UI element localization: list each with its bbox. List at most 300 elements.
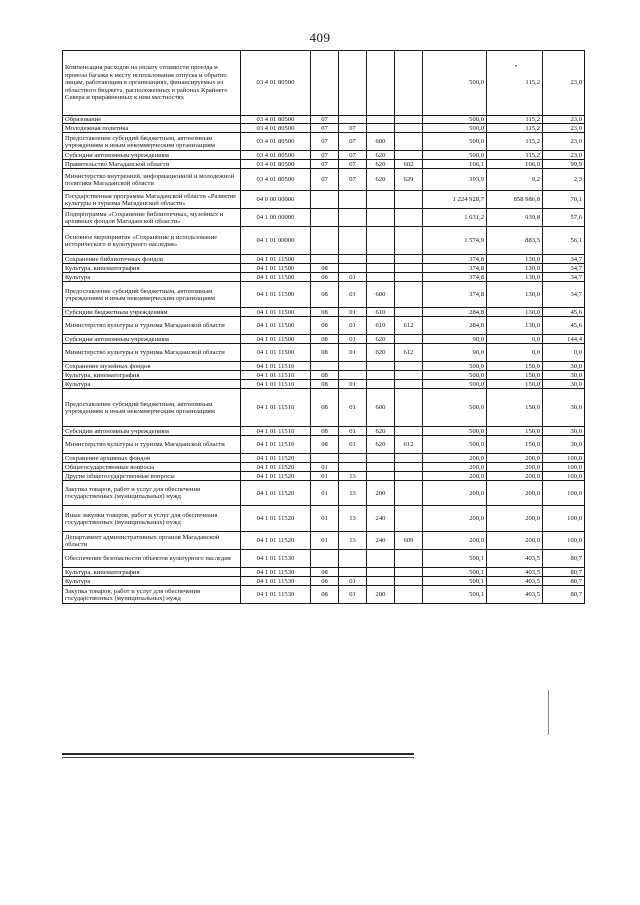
expense-type-cell xyxy=(367,577,395,586)
subsection-cell: 01 xyxy=(339,427,367,436)
section-cell: 08 xyxy=(311,264,339,273)
section-cell: 08 xyxy=(311,568,339,577)
expense-type-cell xyxy=(367,264,395,273)
plan-amount-cell: 374,8 xyxy=(423,264,487,273)
actual-amount-cell: 939,8 xyxy=(487,209,543,227)
actual-amount-cell: 200,0 xyxy=(487,532,543,550)
item-name-cell: Другие общегосударственные вопросы xyxy=(63,472,241,481)
plan-amount-cell: 500,0 xyxy=(423,116,487,124)
subsection-cell: 01 xyxy=(339,380,367,389)
target-code-cell: 03 4 01 80500 xyxy=(241,169,311,191)
section-cell: 01 xyxy=(311,532,339,550)
execution-percent-cell: 80,7 xyxy=(543,577,585,586)
actual-amount-cell: 115,2 xyxy=(487,151,543,160)
subsection-cell xyxy=(339,568,367,577)
target-code-cell: 04 1 01 11510 xyxy=(241,427,311,436)
expense-type-cell: 200 xyxy=(367,586,395,604)
ministry-code-cell: 612 xyxy=(395,317,423,335)
execution-percent-cell: 100,0 xyxy=(543,454,585,463)
plan-amount-cell: 200,0 xyxy=(423,481,487,506)
ministry-code-cell xyxy=(395,335,423,344)
expense-type-cell xyxy=(367,116,395,124)
target-code-cell: 04 1 01 11500 xyxy=(241,308,311,317)
section-cell: 08 xyxy=(311,273,339,282)
expense-type-cell xyxy=(367,463,395,472)
plan-amount-cell: 200,0 xyxy=(423,463,487,472)
actual-amount-cell: 858 986,8 xyxy=(487,191,543,209)
table-row xyxy=(63,481,585,506)
plan-amount-cell: 90,0 xyxy=(423,344,487,362)
execution-percent-cell: 34,7 xyxy=(543,264,585,273)
table-row xyxy=(63,264,585,273)
ministry-code-cell xyxy=(395,481,423,506)
section-cell xyxy=(311,550,339,568)
execution-percent-cell: 57,6 xyxy=(543,209,585,227)
subsection-cell xyxy=(339,463,367,472)
execution-percent-cell: 144,4 xyxy=(543,335,585,344)
expense-type-cell: 600 xyxy=(367,133,395,151)
plan-amount-cell: 500,0 xyxy=(423,371,487,380)
table-row xyxy=(63,586,585,604)
target-code-cell: 03 4 01 80500 xyxy=(241,51,311,116)
target-code-cell: 04 1 01 11520 xyxy=(241,472,311,481)
subsection-cell: 07 xyxy=(339,151,367,160)
plan-amount-cell: 374,8 xyxy=(423,273,487,282)
plan-amount-cell: 500,0 xyxy=(423,436,487,454)
item-name-cell: Сохранение музейных фондов xyxy=(63,362,241,371)
subsection-cell: 01 xyxy=(339,344,367,362)
table-row xyxy=(63,116,585,124)
target-code-cell: 04 1 01 11500 xyxy=(241,282,311,308)
item-name-cell: Сохранение библиотечных фондов xyxy=(63,255,241,264)
plan-amount-cell: 284,8 xyxy=(423,317,487,335)
actual-amount-cell: 130,0 xyxy=(487,282,543,308)
target-code-cell: 04 1 01 11520 xyxy=(241,506,311,532)
execution-percent-cell: 34,7 xyxy=(543,282,585,308)
table-row xyxy=(63,191,585,209)
ministry-code-cell xyxy=(395,209,423,227)
table-row xyxy=(63,317,585,335)
table-row xyxy=(63,344,585,362)
target-code-cell: 04 1 01 11500 xyxy=(241,264,311,273)
execution-percent-cell: 30,0 xyxy=(543,436,585,454)
actual-amount-cell: 200,0 xyxy=(487,506,543,532)
subsection-cell: 13 xyxy=(339,481,367,506)
plan-amount-cell: 500,0 xyxy=(423,124,487,133)
plan-amount-cell: 500,0 xyxy=(423,427,487,436)
item-name-cell: Основное мероприятие «Сохранение и использование исторического и культурного наследия» xyxy=(63,227,241,255)
execution-percent-cell: 34,7 xyxy=(543,255,585,264)
item-name-cell: Правительство Магаданской области xyxy=(63,160,241,169)
plan-amount-cell: 500,0 xyxy=(423,51,487,116)
plan-amount-cell: 200,0 xyxy=(423,532,487,550)
item-name-cell: Закупка товаров, работ и услуг для обеспечения государственных (муниципальных) нужд xyxy=(63,481,241,506)
ministry-code-cell xyxy=(395,133,423,151)
plan-amount-cell: 200,0 xyxy=(423,506,487,532)
target-code-cell: 04 1 01 11520 xyxy=(241,532,311,550)
section-cell: 07 xyxy=(311,116,339,124)
actual-amount-cell: 200,0 xyxy=(487,454,543,463)
item-name-cell: Предоставление субсидий бюджетным, автономным учреждениям и иным некоммерческим организациям xyxy=(63,282,241,308)
item-name-cell: Предоставление субсидий бюджетным, автономным учреждениям и иным некоммерческим организациям xyxy=(63,133,241,151)
actual-amount-cell: 403,5 xyxy=(487,550,543,568)
ministry-code-cell xyxy=(395,371,423,380)
expense-type-cell: 600 xyxy=(367,389,395,427)
item-name-cell: Культура, кинематография xyxy=(63,568,241,577)
table-row xyxy=(63,371,585,380)
expense-type-cell: 620 xyxy=(367,169,395,191)
table-row xyxy=(63,362,585,371)
execution-percent-cell: 30,0 xyxy=(543,427,585,436)
actual-amount-cell: 150,0 xyxy=(487,380,543,389)
budget-table xyxy=(62,50,585,604)
ministry-code-cell xyxy=(395,255,423,264)
actual-amount-cell: 150,0 xyxy=(487,362,543,371)
execution-percent-cell: 80,7 xyxy=(543,550,585,568)
actual-amount-cell: 883,5 xyxy=(487,227,543,255)
execution-percent-cell: 2,3 xyxy=(543,169,585,191)
item-name-cell: Министерство внутренней, информационной и молодежной политики Магаданской области xyxy=(63,169,241,191)
subsection-cell: 13 xyxy=(339,532,367,550)
table-row xyxy=(63,308,585,317)
target-code-cell: 04 1 01 00000 xyxy=(241,227,311,255)
actual-amount-cell: 150,0 xyxy=(487,371,543,380)
subsection-cell: 01 xyxy=(339,273,367,282)
section-cell: 08 xyxy=(311,371,339,380)
plan-amount-cell: 500,0 xyxy=(423,362,487,371)
plan-amount-cell: 284,8 xyxy=(423,308,487,317)
table-row xyxy=(63,472,585,481)
section-cell: 07 xyxy=(311,160,339,169)
actual-amount-cell: 0,0 xyxy=(487,344,543,362)
item-name-cell: Субсидии автономным учреждениям xyxy=(63,427,241,436)
ministry-code-cell xyxy=(395,116,423,124)
subsection-cell xyxy=(339,116,367,124)
table-row xyxy=(63,454,585,463)
section-cell xyxy=(311,255,339,264)
table-row xyxy=(63,124,585,133)
expense-type-cell: 610 xyxy=(367,308,395,317)
execution-percent-cell: 80,7 xyxy=(543,586,585,604)
plan-amount-cell: 500,0 xyxy=(423,380,487,389)
target-code-cell: 04 1 01 11530 xyxy=(241,586,311,604)
section-cell xyxy=(311,454,339,463)
subsection-cell: 01 xyxy=(339,436,367,454)
plan-amount-cell: 1 574,9 xyxy=(423,227,487,255)
item-name-cell: Иные закупки товаров, работ и услуг для обеспечения государственных (муниципальных) нужд xyxy=(63,506,241,532)
expense-type-cell xyxy=(367,191,395,209)
execution-percent-cell: 23,0 xyxy=(543,116,585,124)
expense-type-cell xyxy=(367,550,395,568)
expense-type-cell xyxy=(367,568,395,577)
actual-amount-cell: 150,0 xyxy=(487,436,543,454)
table-row xyxy=(63,506,585,532)
item-name-cell: Субсидии автономным учреждениям xyxy=(63,335,241,344)
page-number: 409 xyxy=(309,30,331,45)
target-code-cell: 04 1 01 11500 xyxy=(241,335,311,344)
actual-amount-cell: 9,2 xyxy=(487,169,543,191)
plan-amount-cell: 200,0 xyxy=(423,472,487,481)
table-row xyxy=(63,209,585,227)
actual-amount-cell: 403,5 xyxy=(487,568,543,577)
item-name-cell: Субсидии автономным учреждениям xyxy=(63,151,241,160)
target-code-cell: 04 1 01 11500 xyxy=(241,317,311,335)
actual-amount-cell: 130,0 xyxy=(487,317,543,335)
expense-type-cell: 240 xyxy=(367,506,395,532)
plan-amount-cell: 500,1 xyxy=(423,550,487,568)
actual-amount-cell: 403,5 xyxy=(487,577,543,586)
execution-percent-cell: 23,0 xyxy=(543,51,585,116)
section-cell: 01 xyxy=(311,472,339,481)
section-cell: 08 xyxy=(311,380,339,389)
actual-amount-cell: 150,0 xyxy=(487,427,543,436)
item-name-cell: Молодежная политика xyxy=(63,124,241,133)
ministry-code-cell xyxy=(395,472,423,481)
section-cell xyxy=(311,209,339,227)
plan-amount-cell: 500,1 xyxy=(423,577,487,586)
expense-type-cell: 610 xyxy=(367,317,395,335)
expense-type-cell xyxy=(367,227,395,255)
table-row xyxy=(63,380,585,389)
actual-amount-cell: 106,0 xyxy=(487,160,543,169)
ministry-code-cell xyxy=(395,427,423,436)
subsection-cell: 13 xyxy=(339,472,367,481)
section-cell: 08 xyxy=(311,335,339,344)
subsection-cell: 07 xyxy=(339,133,367,151)
budget-table-body xyxy=(63,51,585,604)
ministry-code-cell xyxy=(395,273,423,282)
ministry-code-cell xyxy=(395,51,423,116)
actual-amount-cell: 130,0 xyxy=(487,264,543,273)
ministry-code-cell xyxy=(395,151,423,160)
expense-type-cell: 620 xyxy=(367,427,395,436)
ministry-code-cell xyxy=(395,227,423,255)
actual-amount-cell: 115,2 xyxy=(487,51,543,116)
target-code-cell: 04 1 01 11500 xyxy=(241,255,311,264)
ministry-code-cell: 629 xyxy=(395,169,423,191)
expense-type-cell: 620 xyxy=(367,335,395,344)
expense-type-cell xyxy=(367,472,395,481)
execution-percent-cell: 23,0 xyxy=(543,133,585,151)
table-row xyxy=(63,282,585,308)
item-name-cell: Общегосударственные вопросы xyxy=(63,463,241,472)
actual-amount-cell: 200,0 xyxy=(487,472,543,481)
subsection-cell: 07 xyxy=(339,124,367,133)
actual-amount-cell: 130,0 xyxy=(487,273,543,282)
actual-amount-cell: 115,2 xyxy=(487,133,543,151)
subsection-cell: 01 xyxy=(339,282,367,308)
table-row xyxy=(63,532,585,550)
subsection-cell: 01 xyxy=(339,335,367,344)
margin-mark xyxy=(548,690,549,735)
target-code-cell: 04 1 01 11530 xyxy=(241,577,311,586)
footer-rule-thin xyxy=(62,757,414,758)
item-name-cell: Культура, кинематография xyxy=(63,371,241,380)
item-name-cell: Культура xyxy=(63,577,241,586)
table-row xyxy=(63,255,585,264)
plan-amount-cell: 500,0 xyxy=(423,133,487,151)
execution-percent-cell: 30,0 xyxy=(543,389,585,427)
actual-amount-cell: 115,2 xyxy=(487,116,543,124)
table-row xyxy=(63,463,585,472)
section-cell xyxy=(311,227,339,255)
expense-type-cell: 200 xyxy=(367,481,395,506)
table-row xyxy=(63,273,585,282)
plan-amount-cell: 500,1 xyxy=(423,586,487,604)
execution-percent-cell: 70,1 xyxy=(543,191,585,209)
ministry-code-cell xyxy=(395,362,423,371)
target-code-cell: 04 1 01 11510 xyxy=(241,362,311,371)
target-code-cell: 03 4 01 80500 xyxy=(241,160,311,169)
item-name-cell: Предоставление субсидий бюджетным, автономным учреждениям и иным некоммерческим организациям xyxy=(63,389,241,427)
expense-type-cell xyxy=(367,380,395,389)
item-name-cell: Обеспечение безопасности объектов культурного наследия xyxy=(63,550,241,568)
subsection-cell xyxy=(339,209,367,227)
expense-type-cell xyxy=(367,124,395,133)
item-name-cell: Департамент административных органов Магаданской области xyxy=(63,532,241,550)
section-cell: 08 xyxy=(311,344,339,362)
section-cell: 08 xyxy=(311,436,339,454)
ministry-code-cell xyxy=(395,550,423,568)
subsection-cell: 07 xyxy=(339,169,367,191)
execution-percent-cell: 23,0 xyxy=(543,151,585,160)
ministry-code-cell xyxy=(395,568,423,577)
execution-percent-cell: 100,0 xyxy=(543,532,585,550)
execution-percent-cell: 80,7 xyxy=(543,568,585,577)
table-row xyxy=(63,436,585,454)
expense-type-cell xyxy=(367,454,395,463)
section-cell xyxy=(311,51,339,116)
table-row xyxy=(63,577,585,586)
target-code-cell: 04 1 01 11500 xyxy=(241,273,311,282)
subsection-cell xyxy=(339,191,367,209)
expense-type-cell xyxy=(367,371,395,380)
expense-type-cell: 240 xyxy=(367,532,395,550)
ministry-code-cell: 612 xyxy=(395,436,423,454)
ministry-code-cell xyxy=(395,124,423,133)
footer-rule xyxy=(62,753,414,755)
subsection-cell: 01 xyxy=(339,317,367,335)
subsection-cell xyxy=(339,255,367,264)
item-name-cell: Компенсация расходов на оплату стоимости проезда и провоза багажа к месту использования отпуска и обратно лицам, работающим в организациях, финансируемых из областного бюджета, расположенных в районах Крайнего Севера и приравненных к ним местностях xyxy=(63,51,241,116)
ministry-code-cell xyxy=(395,586,423,604)
target-code-cell: 04 0 00 00000 xyxy=(241,191,311,209)
expense-type-cell: 620 xyxy=(367,344,395,362)
ministry-code-cell xyxy=(395,380,423,389)
subsection-cell xyxy=(339,362,367,371)
subsection-cell: 01 xyxy=(339,586,367,604)
ministry-code-cell xyxy=(395,454,423,463)
target-code-cell: 03 4 01 80500 xyxy=(241,151,311,160)
ministry-code-cell xyxy=(395,389,423,427)
execution-percent-cell: 100,0 xyxy=(543,506,585,532)
ministry-code-cell xyxy=(395,506,423,532)
execution-percent-cell: 45,6 xyxy=(543,308,585,317)
item-name-cell: Государственная программа Магаданской области «Развитие культуры и туризма Магаданской области» xyxy=(63,191,241,209)
ministry-code-cell xyxy=(395,308,423,317)
target-code-cell: 04 1 01 11510 xyxy=(241,389,311,427)
table-row xyxy=(63,51,585,116)
expense-type-cell: 620 xyxy=(367,151,395,160)
subsection-cell: 01 xyxy=(339,577,367,586)
table-row xyxy=(63,169,585,191)
table-row xyxy=(63,568,585,577)
subsection-cell xyxy=(339,227,367,255)
target-code-cell: 03 4 01 80500 xyxy=(241,133,311,151)
execution-percent-cell: 30,0 xyxy=(543,380,585,389)
execution-percent-cell: 99,9 xyxy=(543,160,585,169)
item-name-cell: Закупка товаров, работ и услуг для обеспечения государственных (муниципальных) нужд xyxy=(63,586,241,604)
table-row xyxy=(63,160,585,169)
subsection-cell xyxy=(339,371,367,380)
subsection-cell: 01 xyxy=(339,308,367,317)
subsection-cell xyxy=(339,264,367,273)
expense-type-cell: 600 xyxy=(367,282,395,308)
table-row xyxy=(63,550,585,568)
item-name-cell: Субсидии бюджетным учреждениям xyxy=(63,308,241,317)
ministry-code-cell xyxy=(395,191,423,209)
subsection-cell: 07 xyxy=(339,160,367,169)
subsection-cell xyxy=(339,51,367,116)
execution-percent-cell: 100,0 xyxy=(543,481,585,506)
target-code-cell: 04 1 01 11500 xyxy=(241,344,311,362)
target-code-cell: 04 1 00 00000 xyxy=(241,209,311,227)
plan-amount-cell: 500,0 xyxy=(423,389,487,427)
actual-amount-cell: 403,5 xyxy=(487,586,543,604)
item-name-cell: Министерство культуры и туризма Магаданской области xyxy=(63,436,241,454)
expense-type-cell xyxy=(367,273,395,282)
item-name-cell: Министерство культуры и туризма Магаданской области xyxy=(63,317,241,335)
plan-amount-cell: 500,1 xyxy=(423,568,487,577)
actual-amount-cell: 200,0 xyxy=(487,481,543,506)
item-name-cell: Образование xyxy=(63,116,241,124)
actual-amount-cell: 130,0 xyxy=(487,308,543,317)
ministry-code-cell xyxy=(395,264,423,273)
target-code-cell: 04 1 01 11530 xyxy=(241,550,311,568)
target-code-cell: 04 1 01 11510 xyxy=(241,371,311,380)
plan-amount-cell: 90,0 xyxy=(423,335,487,344)
item-name-cell: Сохранение архивных фондов xyxy=(63,454,241,463)
item-name-cell: Культура xyxy=(63,380,241,389)
target-code-cell: 04 1 01 11510 xyxy=(241,436,311,454)
table-row xyxy=(63,133,585,151)
plan-amount-cell: 1 631,2 xyxy=(423,209,487,227)
section-cell: 07 xyxy=(311,169,339,191)
expense-type-cell xyxy=(367,51,395,116)
section-cell: 07 xyxy=(311,151,339,160)
section-cell: 07 xyxy=(311,133,339,151)
section-cell: 08 xyxy=(311,282,339,308)
target-code-cell: 03 4 01 80500 xyxy=(241,124,311,133)
table-row xyxy=(63,389,585,427)
stray-mark: • xyxy=(515,64,518,70)
execution-percent-cell: 100,0 xyxy=(543,463,585,472)
execution-percent-cell: 100,0 xyxy=(543,472,585,481)
plan-amount-cell: 106,1 xyxy=(423,160,487,169)
expense-type-cell: 620 xyxy=(367,160,395,169)
actual-amount-cell: 0,0 xyxy=(487,335,543,344)
target-code-cell: 03 4 01 80500 xyxy=(241,116,311,124)
subsection-cell xyxy=(339,550,367,568)
table-row xyxy=(63,335,585,344)
execution-percent-cell: 45,6 xyxy=(543,317,585,335)
target-code-cell: 04 1 01 11530 xyxy=(241,568,311,577)
subsection-cell xyxy=(339,454,367,463)
item-name-cell: Министерство культуры и туризма Магаданской области xyxy=(63,344,241,362)
execution-percent-cell: 30,0 xyxy=(543,362,585,371)
section-cell xyxy=(311,191,339,209)
ministry-code-cell xyxy=(395,463,423,472)
